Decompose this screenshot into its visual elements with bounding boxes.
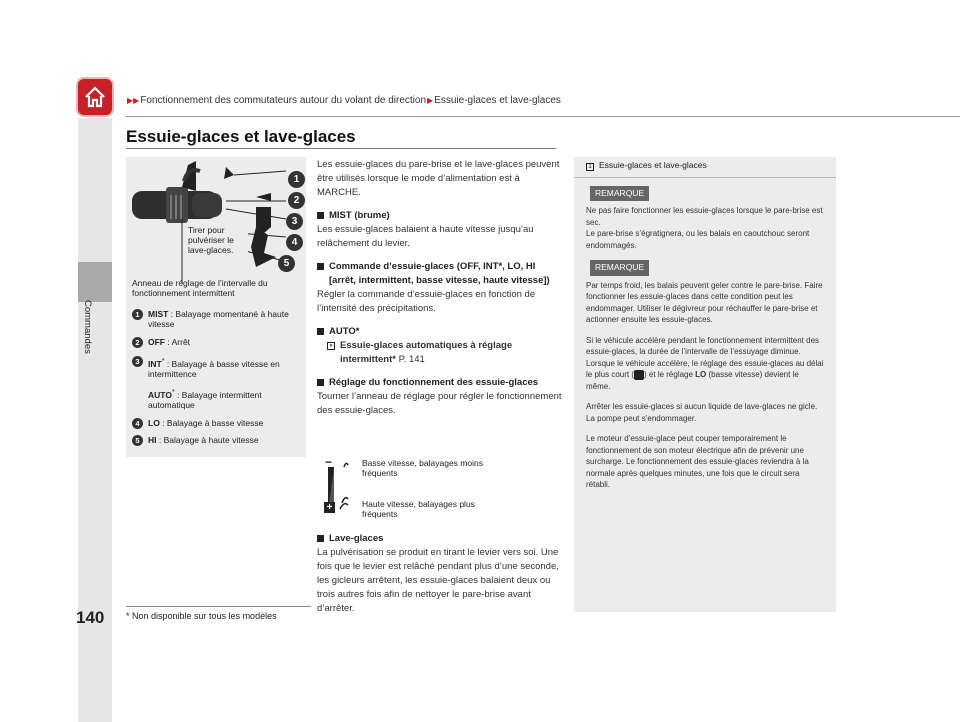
- note-text: Par temps froid, les balais peuvent geler contre le pare-brise. Faire fonctionner les essuie-glaces dans cette condition peut les endommager. Utiliser le dégivreur pour réchauffer le pare-brise et actionner ensuite les essuie-glaces.: [586, 280, 823, 324]
- home-button[interactable]: [78, 79, 112, 115]
- footnote-marker: *: [171, 387, 175, 396]
- remark-badge: REMARQUE: [590, 186, 649, 202]
- legend-item-lo: [132, 418, 302, 429]
- remark-badge: REMARQUE: [590, 260, 649, 276]
- position-legend: [132, 309, 302, 446]
- speed-ring-diagram: [320, 455, 560, 525]
- legend-item-off: [132, 337, 302, 348]
- main-body: [317, 158, 562, 427]
- page-number: 140: [76, 608, 105, 627]
- legend-key: OFF: [148, 337, 165, 347]
- section-text-switch: Régler la commande d’essuie-glaces en fonction de l’intensité des précipitations.: [317, 289, 536, 314]
- note-text: Le moteur d’essuie-glace peut couper temporairement le fonctionnement de son moteur électrique afin de prévenir une surcharge. Le fonctionnement des essuie-glaces reviendra à la normale après quelques minutes, une fois que le circuit sera rétabli.: [586, 434, 809, 489]
- legend-item-mist: [132, 309, 302, 329]
- legend-text: : Balayage à basse vitesse en intermittence: [148, 358, 280, 379]
- section-heading-adjust: [317, 376, 562, 390]
- shortest-delay-icon: [634, 370, 644, 380]
- plus-symbol: +: [324, 502, 335, 513]
- footnote: * Non disponible sur tous les modèles: [126, 611, 277, 621]
- legend-number: 2: [132, 337, 143, 348]
- note-text: Ne pas faire fonctionner les essuie-glaces lorsque le pare-brise est sec.: [586, 206, 823, 227]
- note-reference-icon: 1: [586, 163, 594, 171]
- legend-text: : Arrêt: [165, 337, 191, 347]
- title-divider: [126, 148, 556, 149]
- section-heading-text: Lave-glaces: [329, 533, 384, 544]
- minus-symbol: −: [325, 455, 333, 469]
- legend-item-int: [132, 356, 302, 379]
- sidebar: [78, 118, 112, 722]
- note-text-part: Lorsque le véhicule accélère, le réglage des essuie-glaces au délai le plus court (: [586, 358, 824, 379]
- note-text-key: LO: [695, 370, 707, 379]
- footnote-divider: [126, 606, 311, 607]
- notes-heading-text: Essuie-glaces et lave-glaces: [599, 160, 707, 170]
- section-heading-switch: [317, 260, 562, 288]
- home-icon: [83, 85, 107, 109]
- breadcrumb-parent[interactable]: Fonctionnement des commutateurs autour du volant de direction: [140, 95, 427, 106]
- callout-4: 4: [286, 234, 303, 251]
- square-bullet-icon: [317, 535, 324, 542]
- legend-item-auto: [132, 387, 302, 410]
- reference-arrow-icon: »: [327, 342, 335, 350]
- breadcrumb: [126, 95, 561, 106]
- legend-key: INT: [148, 358, 162, 369]
- legend-key: HI: [148, 434, 157, 445]
- legend-number: 3: [132, 356, 143, 367]
- page-title: Essuie-glaces et lave-glaces: [126, 127, 356, 146]
- section-heading-text: MIST (brume): [329, 210, 390, 221]
- legend-key: MIST: [148, 309, 169, 319]
- notes-panel: [574, 157, 836, 612]
- legend-number: 1: [132, 309, 143, 320]
- wiper-lever-figure: [126, 157, 306, 457]
- intro-paragraph: Les essuie-glaces du pare-brise et le lave-glaces peuvent être utilisés lorsque le mode d’alimentation est à MARCHE.: [317, 159, 560, 198]
- note-text-part: (basse vitesse) devient le même.: [586, 370, 799, 391]
- section-text-mist: Les essuie-glaces balaient à haute vitesse jusqu’au relâchement du levier.: [317, 224, 534, 249]
- header-divider: [126, 116, 960, 117]
- section-heading-text: Réglage du fonctionnement des essuie-glaces: [329, 377, 539, 388]
- breadcrumb-arrow-icon: ▶▶: [127, 96, 140, 105]
- sidebar-section-label: Commandes: [82, 300, 93, 354]
- note-text: Le pare-brise s’égratignera, ou les balais en caoutchouc seront endommagés.: [586, 229, 810, 250]
- square-bullet-icon: [317, 379, 324, 386]
- square-bullet-icon: [317, 212, 324, 219]
- section-heading-mist: [317, 209, 562, 223]
- breadcrumb-current[interactable]: Essuie-glaces et lave-glaces: [434, 95, 561, 106]
- washer-section: [317, 532, 562, 616]
- legend-text: : Balayage à basse vitesse: [159, 417, 264, 428]
- legend-text: : Balayage intermittent automatique: [148, 389, 262, 410]
- legend-item-hi: [132, 435, 302, 446]
- square-bullet-icon: [317, 328, 324, 335]
- breadcrumb-arrow-icon: ▶: [427, 96, 434, 105]
- high-speed-label: Haute vitesse, balayages plus fréquents: [362, 499, 475, 519]
- legend-number: 4: [132, 418, 143, 429]
- legend-text: : Balayage à haute vitesse: [156, 434, 259, 445]
- note-text: Si le véhicule accélère pendant le fonctionnement intermittent des essuie-glaces, la durée de l’intervalle de l’essuyage diminue.: [586, 335, 820, 356]
- callout-1: 1: [288, 171, 305, 188]
- low-speed-label: Basse vitesse, balayages moins fréquents: [362, 458, 483, 478]
- legend-text: : Balayage momentané à haute vitesse: [148, 309, 289, 329]
- interval-ring-label: Anneau de réglage de l’intervalle du fonctionnement intermittent: [132, 278, 268, 298]
- callout-3: 3: [286, 213, 303, 230]
- sidebar-tab-marker[interactable]: [78, 262, 112, 302]
- cross-reference-link[interactable]: [317, 339, 562, 367]
- section-heading-text: AUTO*: [329, 326, 360, 337]
- legend-number: 5: [132, 435, 143, 446]
- section-text-adjust: Tourner l’anneau de réglage pour régler le fonctionnement des essuie-glaces.: [317, 391, 562, 416]
- legend-key: LO: [148, 417, 160, 428]
- footnote-marker: *: [161, 357, 165, 365]
- note-text: La pompe peut s’endommager.: [586, 413, 697, 423]
- callout-5: 5: [278, 255, 295, 272]
- notes-heading: [574, 157, 836, 178]
- pull-to-spray-label: Tirer pour pulvériser le lave-glaces.: [188, 225, 248, 255]
- legend-key: AUTO: [148, 389, 172, 400]
- reference-title: Essuie-glaces automatiques à réglage intermittent*: [340, 340, 513, 365]
- callout-2: 2: [288, 192, 305, 209]
- square-bullet-icon: [317, 263, 324, 270]
- section-text-washer: La pulvérisation se produit en tirant le levier vers soi. Une fois que le levier est relâché pendant plus d’une seconde, les gicleurs arrêtent, les essuie-glaces balaient deux ou trois autres fois afin de nettoyer le pare-brise avant d’arrêter.: [317, 547, 559, 614]
- note-text: [586, 358, 824, 393]
- section-heading-washer: [317, 532, 562, 546]
- note-text: Arrêter les essuie-glaces si aucun liquide de lave-glaces ne gicle.: [586, 402, 818, 411]
- section-heading-text: Commande d’essuie-glaces (OFF, INT*, LO, HI [arrêt, intermittent, basse vitesse, haute vitesse]): [329, 261, 550, 286]
- note-text-part: ) et le réglage: [644, 370, 696, 379]
- reference-page: P. 141: [395, 354, 425, 365]
- section-heading-auto: [317, 325, 562, 339]
